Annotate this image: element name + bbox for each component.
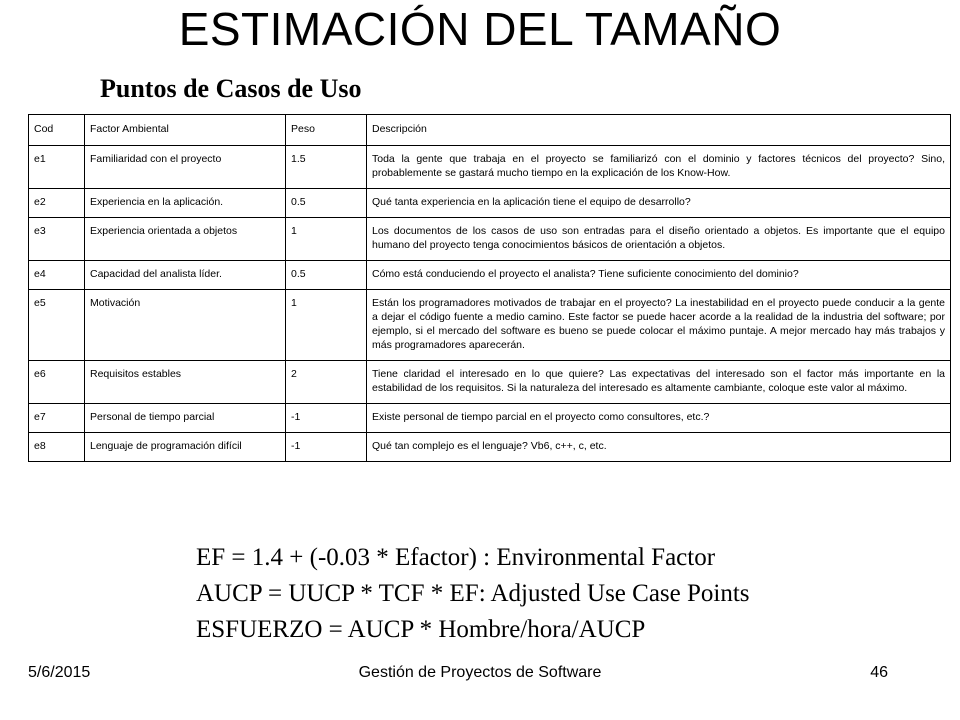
table-row [29,361,951,404]
slide-title: ESTIMACIÓN DEL TAMAÑO [178,3,782,55]
cell-factor: Capacidad del analista líder. [85,261,286,290]
cell-peso: -1 [286,433,367,462]
cell-factor: Motivación [85,290,286,361]
footer-page-number: 46 [870,664,888,681]
environmental-factors-table [28,114,951,462]
cell-descripcion: Cómo está conduciendo el proyecto el analista? Tiene suficiente conocimiento del dominio? [367,261,951,290]
cell-factor: Requisitos estables [85,361,286,404]
cell-descripcion: Los documentos de los casos de uso son entradas para el diseño orientado a objetos. Es importante que el equipo humano del proyecto tenga conocimientos básicos de orientación a objetos. [367,218,951,261]
cell-cod: e4 [29,261,85,290]
formula-esfuerzo: ESFUERZO = AUCP * Hombre/hora/AUCP [196,616,646,643]
table-row [29,433,951,462]
cell-descripcion: Están los programadores motivados de trabajar en el proyecto? La inestabilidad en el proyecto puede conducir a la gente a dejar el código fuente a medio camino. Este factor se puede hacer acorde a la realidad de la industria del software; por ejemplo, si el mercado del software es bueno se puede colocar el máximo puntaje. A mejor mercado hay más trabajos y más programadores aparecerán. [367,290,951,361]
cell-peso: 1 [286,290,367,361]
cell-descripcion: Toda la gente que trabaja en el proyecto se familiarizó con el dominio y factores técnicos del proyecto? Sino, probablemente se gastará mucho tiempo en la explicación de los Know-How. [367,146,951,189]
cell-descripcion: Qué tanta experiencia en la aplicación tiene el equipo de desarrollo? [367,189,951,218]
cell-factor: Lenguaje de programación difícil [85,433,286,462]
cell-cod: e6 [29,361,85,404]
cell-cod: e2 [29,189,85,218]
cell-peso: 1 [286,218,367,261]
header-peso: Peso [286,115,367,146]
table-row [29,290,951,361]
cell-cod: e5 [29,290,85,361]
cell-cod: e7 [29,404,85,433]
header-factor: Factor Ambiental [85,115,286,146]
cell-factor: Personal de tiempo parcial [85,404,286,433]
table-row [29,218,951,261]
cell-peso: 0.5 [286,261,367,290]
cell-peso: -1 [286,404,367,433]
cell-peso: 1.5 [286,146,367,189]
cell-factor: Experiencia en la aplicación. [85,189,286,218]
formulas-block [196,540,750,648]
table-row [29,261,951,290]
cell-descripcion: Tiene claridad el interesado en lo que quiere? Las expectativas del interesado son el factor más importante en la estabilidad de los requisitos. Si la naturaleza del interesado es altamente cambiante, coloque este valor al máximo. [367,361,951,404]
cell-cod: e8 [29,433,85,462]
table-row [29,404,951,433]
formula-ef: EF = 1.4 + (-0.03 * Efactor) : Environmental Factor [196,544,716,571]
cell-peso: 0.5 [286,189,367,218]
table-row [29,189,951,218]
cell-factor: Experiencia orientada a objetos [85,218,286,261]
cell-factor: Familiaridad con el proyecto [85,146,286,189]
header-descripcion: Descripción [367,115,951,146]
cell-cod: e1 [29,146,85,189]
table-row [29,146,951,189]
footer-date: 5/6/2015 [28,664,91,681]
slide-subtitle: Puntos de Casos de Uso [100,74,362,103]
cell-descripcion: Existe personal de tiempo parcial en el proyecto como consultores, etc.? [367,404,951,433]
formula-aucp: AUCP = UUCP * TCF * EF: Adjusted Use Case Points [196,580,750,607]
table-header-row [29,115,951,146]
cell-cod: e3 [29,218,85,261]
header-cod: Cod [29,115,85,146]
footer-course: Gestión de Proyectos de Software [358,664,602,681]
cell-descripcion: Qué tan complejo es el lenguaje? Vb6, c++, c, etc. [367,433,951,462]
cell-peso: 2 [286,361,367,404]
